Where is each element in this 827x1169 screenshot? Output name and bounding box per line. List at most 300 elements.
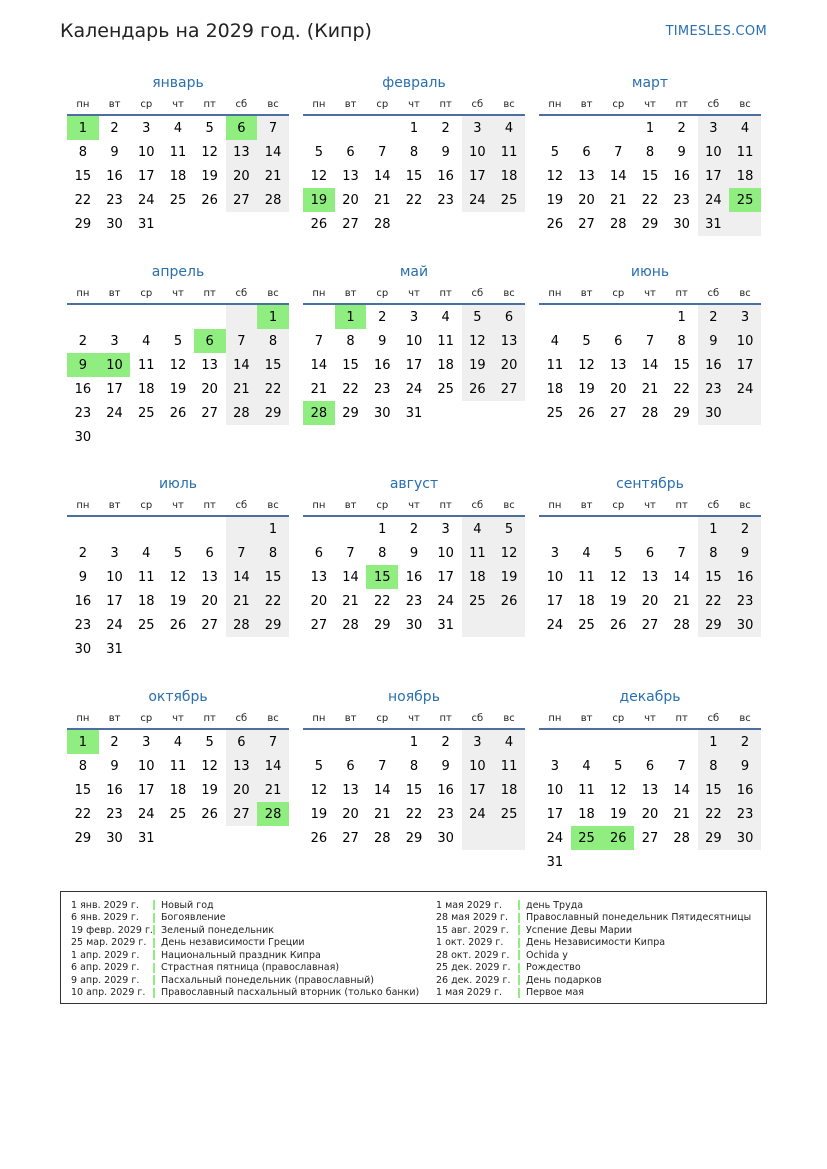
day-cell[interactable]: 3 [409, 309, 419, 325]
day-cell[interactable]: 29 [257, 401, 289, 425]
day-cell[interactable]: 14 [257, 754, 289, 778]
day-cell[interactable]: 3 [142, 734, 151, 750]
day-cell[interactable]: 15 [257, 565, 289, 589]
day-cell[interactable]: 4 [582, 545, 591, 561]
day-cell[interactable]: 16 [106, 782, 123, 798]
day-cell[interactable]: 2 [78, 333, 87, 349]
day-cell[interactable]: 10 [137, 144, 155, 160]
day-cell[interactable]: 10 [546, 782, 564, 798]
day-cell[interactable]: 1 [378, 521, 387, 537]
day-cell[interactable]: 16 [74, 593, 92, 609]
day-cell[interactable]: 7 [677, 758, 686, 774]
day-cell[interactable]: 11 [169, 144, 187, 160]
day-cell[interactable]: 10 [137, 758, 155, 774]
day-cell[interactable]: 17 [729, 353, 761, 377]
day-cell[interactable]: 2 [441, 734, 450, 750]
day-cell[interactable]: 12 [462, 329, 494, 353]
day-cell[interactable]: 24 [462, 802, 494, 826]
day-cell[interactable]: 13 [641, 782, 659, 798]
day-cell[interactable]: 28 [303, 401, 335, 425]
day-cell[interactable]: 11 [437, 333, 454, 349]
day-cell[interactable]: 5 [614, 545, 623, 561]
day-cell[interactable]: 12 [609, 569, 627, 585]
day-cell[interactable]: 29 [257, 613, 289, 637]
day-cell[interactable]: 9 [409, 545, 419, 561]
day-cell[interactable]: 14 [310, 357, 328, 373]
day-cell[interactable]: 21 [310, 381, 328, 397]
day-cell[interactable]: 17 [405, 357, 423, 373]
day-cell[interactable]: 11 [137, 357, 155, 373]
day-cell[interactable]: 22 [257, 589, 289, 613]
day-cell[interactable]: 29 [673, 405, 690, 421]
day-cell[interactable]: 30 [405, 617, 423, 633]
day-cell[interactable]: 2 [78, 545, 87, 561]
day-cell[interactable]: 30 [729, 613, 761, 637]
day-cell[interactable]: 15 [405, 168, 423, 184]
day-cell[interactable]: 1 [409, 734, 419, 750]
day-cell[interactable]: 19 [493, 565, 525, 589]
day-cell[interactable]: 22 [698, 802, 730, 826]
day-cell[interactable]: 22 [673, 381, 690, 397]
day-cell[interactable]: 26 [462, 377, 494, 401]
day-cell[interactable]: 6 [614, 333, 623, 349]
day-cell[interactable]: 13 [342, 782, 359, 798]
day-cell[interactable]: 3 [698, 116, 730, 140]
day-cell[interactable]: 13 [493, 329, 525, 353]
day-cell[interactable]: 9 [677, 144, 686, 160]
day-cell[interactable]: 15 [74, 168, 92, 184]
day-cell[interactable]: 10 [729, 329, 761, 353]
day-cell[interactable]: 29 [641, 216, 659, 232]
day-cell[interactable]: 10 [437, 545, 454, 561]
day-cell[interactable]: 12 [546, 168, 564, 184]
day-cell[interactable]: 18 [578, 806, 595, 822]
day-cell[interactable]: 9 [441, 758, 450, 774]
day-cell[interactable]: 7 [645, 333, 655, 349]
day-cell[interactable]: 26 [602, 826, 634, 850]
day-cell[interactable]: 16 [437, 782, 454, 798]
day-cell[interactable]: 19 [546, 192, 564, 208]
day-cell[interactable]: 29 [373, 617, 391, 633]
day-cell[interactable]: 19 [169, 593, 187, 609]
day-cell[interactable]: 13 [578, 168, 595, 184]
day-cell[interactable]: 12 [201, 144, 218, 160]
day-cell[interactable]: 16 [729, 778, 761, 802]
day-cell[interactable]: 19 [201, 168, 218, 184]
day-cell[interactable]: 26 [201, 806, 218, 822]
day-cell[interactable]: 5 [614, 758, 623, 774]
day-cell[interactable]: 11 [729, 140, 761, 164]
day-cell[interactable]: 13 [609, 357, 627, 373]
day-cell[interactable]: 17 [462, 778, 494, 802]
day-cell[interactable]: 3 [110, 545, 119, 561]
day-cell[interactable]: 9 [729, 541, 761, 565]
day-cell[interactable]: 11 [546, 357, 564, 373]
day-cell[interactable]: 7 [257, 730, 289, 754]
day-cell[interactable]: 22 [74, 806, 92, 822]
day-cell[interactable]: 7 [257, 116, 289, 140]
day-cell[interactable]: 5 [582, 333, 591, 349]
day-cell[interactable]: 28 [373, 830, 391, 846]
day-cell[interactable]: 10 [405, 333, 423, 349]
day-cell[interactable]: 6 [194, 329, 226, 353]
day-cell[interactable]: 24 [106, 617, 123, 633]
day-cell[interactable]: 16 [673, 168, 690, 184]
day-cell[interactable]: 11 [578, 782, 595, 798]
day-cell[interactable]: 20 [201, 381, 218, 397]
day-cell[interactable]: 30 [74, 641, 92, 657]
day-cell[interactable]: 7 [614, 144, 623, 160]
day-cell[interactable]: 23 [673, 192, 690, 208]
day-cell[interactable]: 24 [698, 188, 730, 212]
day-cell[interactable]: 24 [462, 188, 494, 212]
day-cell[interactable]: 18 [546, 381, 564, 397]
day-cell[interactable]: 9 [698, 329, 730, 353]
day-cell[interactable]: 3 [550, 545, 559, 561]
day-cell[interactable]: 4 [582, 758, 591, 774]
day-cell[interactable]: 5 [314, 144, 323, 160]
day-cell[interactable]: 29 [698, 613, 730, 637]
day-cell[interactable]: 30 [698, 401, 730, 425]
day-cell[interactable]: 9 [67, 353, 99, 377]
day-cell[interactable]: 29 [74, 830, 92, 846]
day-cell[interactable]: 23 [373, 381, 391, 397]
day-cell[interactable]: 4 [550, 333, 559, 349]
day-cell[interactable]: 29 [698, 826, 730, 850]
day-cell[interactable]: 25 [462, 589, 494, 613]
day-cell[interactable]: 20 [342, 806, 359, 822]
day-cell[interactable]: 8 [645, 144, 655, 160]
day-cell[interactable]: 9 [378, 333, 387, 349]
day-cell[interactable]: 28 [342, 617, 359, 633]
day-cell[interactable]: 24 [546, 830, 564, 846]
day-cell[interactable]: 1 [257, 305, 289, 329]
day-cell[interactable]: 18 [169, 782, 187, 798]
day-cell[interactable]: 14 [373, 782, 391, 798]
day-cell[interactable]: 4 [142, 545, 151, 561]
day-cell[interactable]: 6 [205, 545, 214, 561]
day-cell[interactable]: 15 [698, 778, 730, 802]
day-cell[interactable]: 14 [257, 140, 289, 164]
day-cell[interactable]: 11 [137, 569, 155, 585]
day-cell[interactable]: 21 [342, 593, 359, 609]
day-cell[interactable]: 26 [201, 192, 218, 208]
day-cell[interactable]: 18 [437, 357, 454, 373]
day-cell[interactable]: 31 [405, 405, 423, 421]
day-cell[interactable]: 20 [310, 593, 328, 609]
day-cell[interactable]: 27 [226, 188, 258, 212]
day-cell[interactable]: 2 [729, 517, 761, 541]
day-cell[interactable]: 25 [493, 802, 525, 826]
day-cell[interactable]: 19 [310, 806, 328, 822]
day-cell[interactable]: 20 [226, 164, 258, 188]
day-cell[interactable]: 23 [729, 589, 761, 613]
day-cell[interactable]: 9 [110, 758, 119, 774]
day-cell[interactable]: 11 [493, 754, 525, 778]
day-cell[interactable]: 20 [641, 806, 659, 822]
day-cell[interactable]: 28 [673, 617, 690, 633]
day-cell[interactable]: 8 [409, 144, 419, 160]
day-cell[interactable]: 20 [641, 593, 659, 609]
day-cell[interactable]: 28 [257, 802, 289, 826]
day-cell[interactable]: 23 [437, 806, 454, 822]
day-cell[interactable]: 2 [409, 521, 419, 537]
day-cell[interactable]: 6 [582, 144, 591, 160]
day-cell[interactable]: 24 [137, 192, 155, 208]
day-cell[interactable]: 28 [226, 401, 258, 425]
day-cell[interactable]: 2 [677, 120, 686, 136]
day-cell[interactable]: 12 [310, 782, 328, 798]
day-cell[interactable]: 12 [609, 782, 627, 798]
day-cell[interactable]: 14 [226, 565, 258, 589]
day-cell[interactable]: 14 [673, 782, 690, 798]
day-cell[interactable]: 4 [441, 309, 450, 325]
day-cell[interactable]: 18 [169, 168, 187, 184]
day-cell[interactable]: 8 [677, 333, 686, 349]
day-cell[interactable]: 4 [173, 734, 183, 750]
day-cell[interactable]: 3 [462, 116, 494, 140]
site-link[interactable]: TIMESLES.COM [665, 24, 767, 39]
day-cell[interactable]: 21 [257, 164, 289, 188]
day-cell[interactable]: 9 [729, 754, 761, 778]
day-cell[interactable]: 16 [74, 381, 92, 397]
day-cell[interactable]: 27 [201, 405, 218, 421]
day-cell[interactable]: 10 [99, 353, 131, 377]
day-cell[interactable]: 11 [493, 140, 525, 164]
day-cell[interactable]: 15 [698, 565, 730, 589]
day-cell[interactable]: 30 [373, 405, 391, 421]
day-cell[interactable]: 29 [74, 216, 92, 232]
day-cell[interactable]: 29 [405, 830, 423, 846]
day-cell[interactable]: 1 [677, 309, 686, 325]
day-cell[interactable]: 1 [698, 517, 730, 541]
day-cell[interactable]: 7 [226, 541, 258, 565]
day-cell[interactable]: 12 [493, 541, 525, 565]
day-cell[interactable]: 21 [373, 806, 391, 822]
day-cell[interactable]: 27 [641, 830, 659, 846]
day-cell[interactable]: 17 [106, 381, 123, 397]
day-cell[interactable]: 18 [493, 164, 525, 188]
day-cell[interactable]: 27 [342, 216, 359, 232]
day-cell[interactable]: 23 [405, 593, 423, 609]
day-cell[interactable]: 31 [546, 854, 564, 870]
day-cell[interactable]: 14 [342, 569, 359, 585]
day-cell[interactable]: 16 [698, 353, 730, 377]
day-cell[interactable]: 4 [142, 333, 151, 349]
day-cell[interactable]: 8 [78, 144, 87, 160]
day-cell[interactable]: 22 [257, 377, 289, 401]
day-cell[interactable]: 21 [226, 377, 258, 401]
day-cell[interactable]: 24 [405, 381, 423, 397]
day-cell[interactable]: 19 [609, 806, 627, 822]
day-cell[interactable]: 14 [609, 168, 627, 184]
day-cell[interactable]: 5 [550, 144, 559, 160]
day-cell[interactable]: 18 [137, 381, 155, 397]
day-cell[interactable]: 4 [462, 517, 494, 541]
day-cell[interactable]: 25 [578, 617, 595, 633]
day-cell[interactable]: 6 [493, 305, 525, 329]
day-cell[interactable]: 13 [226, 140, 258, 164]
day-cell[interactable]: 8 [698, 541, 730, 565]
day-cell[interactable]: 27 [310, 617, 328, 633]
day-cell[interactable]: 16 [729, 565, 761, 589]
day-cell[interactable]: 21 [673, 806, 690, 822]
day-cell[interactable]: 26 [609, 617, 627, 633]
day-cell[interactable]: 16 [437, 168, 454, 184]
day-cell[interactable]: 9 [110, 144, 119, 160]
day-cell[interactable]: 13 [310, 569, 328, 585]
day-cell[interactable]: 27 [641, 617, 659, 633]
day-cell[interactable]: 6 [645, 545, 655, 561]
day-cell[interactable]: 17 [437, 569, 454, 585]
day-cell[interactable]: 20 [201, 593, 218, 609]
day-cell[interactable]: 18 [493, 778, 525, 802]
day-cell[interactable]: 21 [226, 589, 258, 613]
day-cell[interactable]: 19 [578, 381, 595, 397]
day-cell[interactable]: 28 [257, 188, 289, 212]
day-cell[interactable]: 31 [698, 212, 730, 236]
day-cell[interactable]: 31 [106, 641, 123, 657]
day-cell[interactable]: 19 [303, 188, 335, 212]
day-cell[interactable]: 5 [462, 305, 494, 329]
day-cell[interactable]: 22 [405, 192, 423, 208]
day-cell[interactable]: 12 [578, 357, 595, 373]
day-cell[interactable]: 25 [571, 826, 603, 850]
day-cell[interactable]: 24 [437, 593, 454, 609]
day-cell[interactable]: 15 [366, 565, 398, 589]
day-cell[interactable]: 7 [314, 333, 323, 349]
day-cell[interactable]: 17 [137, 168, 155, 184]
day-cell[interactable]: 18 [729, 164, 761, 188]
day-cell[interactable]: 15 [74, 782, 92, 798]
day-cell[interactable]: 18 [137, 593, 155, 609]
day-cell[interactable]: 21 [673, 593, 690, 609]
day-cell[interactable]: 20 [226, 778, 258, 802]
day-cell[interactable]: 8 [409, 758, 419, 774]
day-cell[interactable]: 17 [462, 164, 494, 188]
day-cell[interactable]: 18 [578, 593, 595, 609]
day-cell[interactable]: 20 [609, 381, 627, 397]
day-cell[interactable]: 22 [373, 593, 391, 609]
day-cell[interactable]: 21 [373, 192, 391, 208]
day-cell[interactable]: 22 [74, 192, 92, 208]
day-cell[interactable]: 23 [729, 802, 761, 826]
day-cell[interactable]: 12 [201, 758, 218, 774]
day-cell[interactable]: 26 [310, 216, 328, 232]
day-cell[interactable]: 16 [106, 168, 123, 184]
day-cell[interactable]: 1 [257, 517, 289, 541]
day-cell[interactable]: 12 [169, 357, 187, 373]
day-cell[interactable]: 8 [257, 329, 289, 353]
day-cell[interactable]: 27 [578, 216, 595, 232]
day-cell[interactable]: 30 [74, 429, 92, 445]
day-cell[interactable]: 7 [677, 545, 686, 561]
day-cell[interactable]: 3 [729, 305, 761, 329]
day-cell[interactable]: 6 [226, 730, 258, 754]
day-cell[interactable]: 28 [673, 830, 690, 846]
day-cell[interactable]: 26 [546, 216, 564, 232]
day-cell[interactable]: 17 [698, 164, 730, 188]
day-cell[interactable]: 7 [378, 758, 387, 774]
day-cell[interactable]: 10 [698, 140, 730, 164]
day-cell[interactable]: 24 [546, 617, 564, 633]
day-cell[interactable]: 28 [226, 613, 258, 637]
day-cell[interactable]: 27 [609, 405, 627, 421]
day-cell[interactable]: 24 [137, 806, 155, 822]
day-cell[interactable]: 17 [546, 593, 564, 609]
day-cell[interactable]: 2 [698, 305, 730, 329]
day-cell[interactable]: 18 [462, 565, 494, 589]
day-cell[interactable]: 21 [257, 778, 289, 802]
day-cell[interactable]: 1 [409, 120, 419, 136]
day-cell[interactable]: 19 [462, 353, 494, 377]
day-cell[interactable]: 16 [373, 357, 391, 373]
day-cell[interactable]: 4 [493, 116, 525, 140]
day-cell[interactable]: 10 [546, 569, 564, 585]
day-cell[interactable]: 2 [441, 120, 450, 136]
day-cell[interactable]: 20 [342, 192, 359, 208]
day-cell[interactable]: 14 [226, 353, 258, 377]
day-cell[interactable]: 10 [106, 569, 123, 585]
day-cell[interactable]: 24 [729, 377, 761, 401]
day-cell[interactable]: 28 [641, 405, 659, 421]
day-cell[interactable]: 15 [405, 782, 423, 798]
day-cell[interactable]: 11 [578, 569, 595, 585]
day-cell[interactable]: 25 [137, 405, 155, 421]
day-cell[interactable]: 8 [78, 758, 87, 774]
day-cell[interactable]: 12 [310, 168, 328, 184]
day-cell[interactable]: 7 [378, 144, 387, 160]
day-cell[interactable]: 12 [169, 569, 187, 585]
day-cell[interactable]: 19 [609, 593, 627, 609]
day-cell[interactable]: 30 [729, 826, 761, 850]
day-cell[interactable]: 20 [578, 192, 595, 208]
day-cell[interactable]: 27 [201, 617, 218, 633]
day-cell[interactable]: 26 [169, 405, 187, 421]
day-cell[interactable]: 8 [698, 754, 730, 778]
day-cell[interactable]: 31 [137, 216, 155, 232]
day-cell[interactable]: 5 [205, 734, 214, 750]
day-cell[interactable]: 15 [641, 168, 659, 184]
day-cell[interactable]: 23 [106, 806, 123, 822]
day-cell[interactable]: 14 [673, 569, 690, 585]
day-cell[interactable]: 15 [673, 357, 690, 373]
day-cell[interactable]: 1 [645, 120, 655, 136]
day-cell[interactable]: 14 [641, 357, 659, 373]
day-cell[interactable]: 1 [67, 730, 99, 754]
day-cell[interactable]: 24 [106, 405, 123, 421]
day-cell[interactable]: 13 [226, 754, 258, 778]
day-cell[interactable]: 3 [110, 333, 119, 349]
day-cell[interactable]: 26 [578, 405, 595, 421]
day-cell[interactable]: 17 [137, 782, 155, 798]
day-cell[interactable]: 10 [462, 140, 494, 164]
day-cell[interactable]: 6 [314, 545, 323, 561]
day-cell[interactable]: 22 [405, 806, 423, 822]
day-cell[interactable]: 25 [729, 188, 761, 212]
day-cell[interactable]: 13 [641, 569, 659, 585]
day-cell[interactable]: 15 [342, 357, 359, 373]
day-cell[interactable]: 23 [437, 192, 454, 208]
day-cell[interactable]: 26 [310, 830, 328, 846]
day-cell[interactable]: 3 [441, 521, 450, 537]
day-cell[interactable]: 5 [493, 517, 525, 541]
day-cell[interactable]: 30 [106, 216, 123, 232]
day-cell[interactable]: 28 [609, 216, 627, 232]
day-cell[interactable]: 23 [698, 377, 730, 401]
day-cell[interactable]: 23 [74, 405, 92, 421]
day-cell[interactable]: 20 [493, 353, 525, 377]
